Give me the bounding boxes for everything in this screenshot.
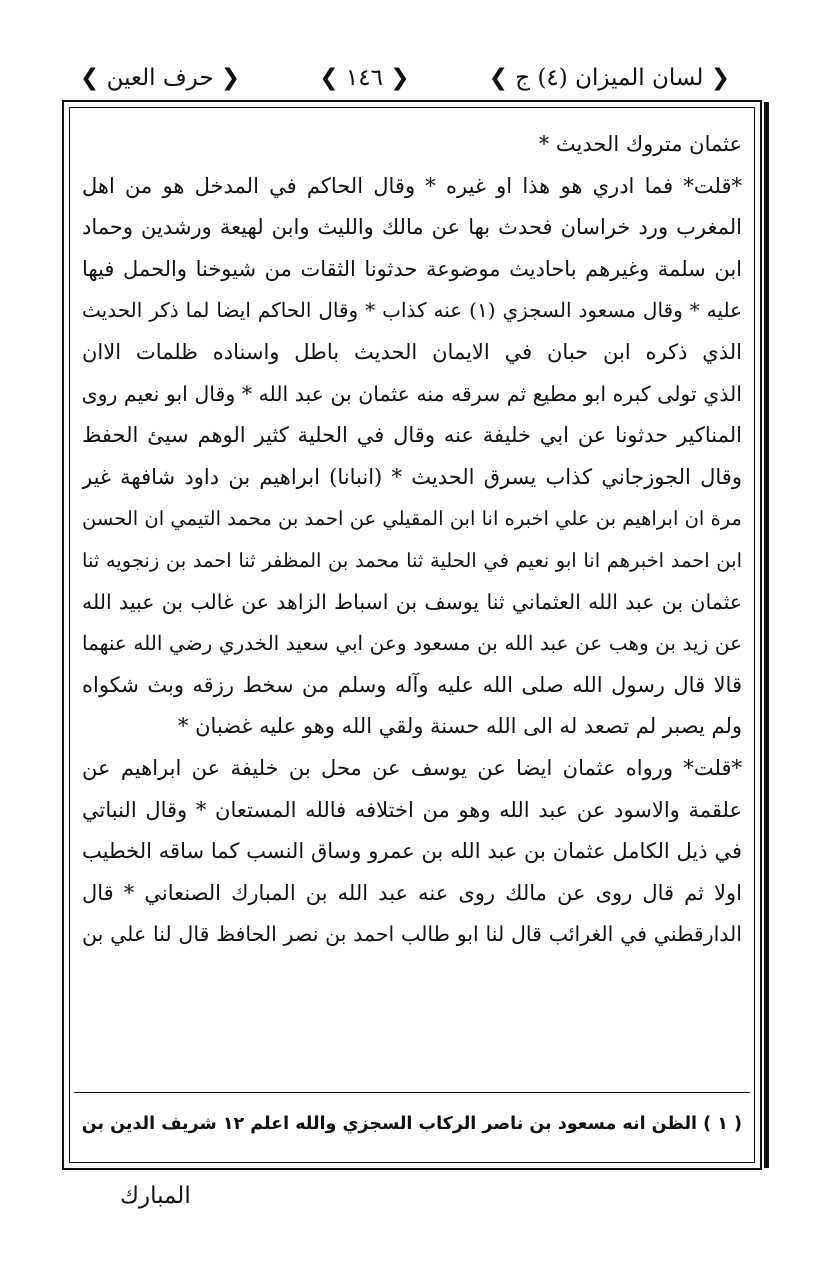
page-frame xyxy=(62,100,762,1170)
text-line: عن زيد بن وهب عن عبد الله بن مسعود وعن ابي سعيد الخدري رضي الله عنهما xyxy=(82,631,742,656)
main-text xyxy=(82,124,742,1084)
text-line: *قلت* ورواه عثمان ايضا عن يوسف عن محل بن خليفة عن ابراهيم عن xyxy=(82,755,742,780)
text-line: المغرب ورد خراسان فحدث بها عن مالك والليث وابن لهيعة ورشدين وحماد xyxy=(82,215,742,240)
text-line: اولا ثم قال روى عن مالك روى عنه عبد الله بن المبارك الصنعاني * قال xyxy=(82,880,742,905)
text-line: قالا قال رسول الله صلى الله عليه وآله وسلم من سخط رزقه وبث شكواه xyxy=(82,672,742,697)
page-header xyxy=(80,60,730,96)
footnote: ( ١ ) الظن انه مسعود بن ناصر الركاب السجزي والله اعلم ١٢ شريف الدين بن xyxy=(82,1114,742,1134)
text-line: علقمة والاسود عن عبد الله وهو من اختلافه فالله المستعان * وقال النباتي xyxy=(82,797,742,822)
header-section-title: ❮ حرف العين ❯ xyxy=(80,65,241,91)
text-line: عثمان متروك الحديث * xyxy=(538,132,742,156)
text-line: وقال الجوزجاني كذاب يسرق الحديث * (انبانا) ابراهيم بن داود شافهة غير xyxy=(82,464,742,489)
text-line: الذي تولى كبره ابو مطيع ثم سرقه منه عثمان بن عبد الله * وقال ابو نعيم روى xyxy=(82,381,742,406)
text-line: ابن سلمة وغيرهم باحاديث موضوعة حدثونا الثقات من شيوخنا والحمل فيها xyxy=(82,256,742,281)
header-page-number: ❮ ١٤٦ ❯ xyxy=(319,65,410,91)
text-line: عليه * وقال مسعود السجزي (١) عنه كذاب * وقال الحاكم ايضا لما ذكر الحديث xyxy=(82,298,742,323)
text-line: ابن احمد اخبرهم انا ابو نعيم في الحلية ثنا محمد بن المظفر ثنا احمد بن زنجويه ثنا xyxy=(82,548,742,572)
text-line: الدارقطني في الغرائب قال لنا ابو طالب احمد بن نصر الحافظ قال لنا علي بن xyxy=(82,922,742,947)
text-line: الذي ذكره ابن حبان في الايمان الحديث باطل واسناده ظلمات الاان xyxy=(82,339,742,364)
text-line: *قلت* فما ادري هو هذا او غيره * وقال الحاكم في المدخل هو من اهل xyxy=(82,173,742,198)
text-line: في ذيل الكامل عثمان بن عبد الله بن عمرو وساق النسب كما ساقه الخطيب xyxy=(82,839,742,864)
text-line: مرة ان ابراهيم بن علي اخبره انا ابن المقيلي عن احمد بن محمد التيمي ان الحسن xyxy=(82,507,742,531)
text-line: عثمان بن عبد الله العثماني ثنا يوسف بن اسباط الزاهد عن غالب بن عبيد الله xyxy=(82,589,742,614)
footnote-divider xyxy=(74,1092,750,1093)
text-line: المناكير حدثونا عن ابي خليفة عنه وقال في الحلية كثير الوهم سيئ الحفظ xyxy=(82,423,742,448)
header-book-title: ❮ لسان الميزان (٤) ج ❯ xyxy=(488,65,730,91)
footnote-continuation: المبارك xyxy=(120,1183,191,1209)
text-line: ولم يصبر لم تصعد له الى الله حسنة ولقي الله وهو عليه غضبان * xyxy=(177,714,742,739)
